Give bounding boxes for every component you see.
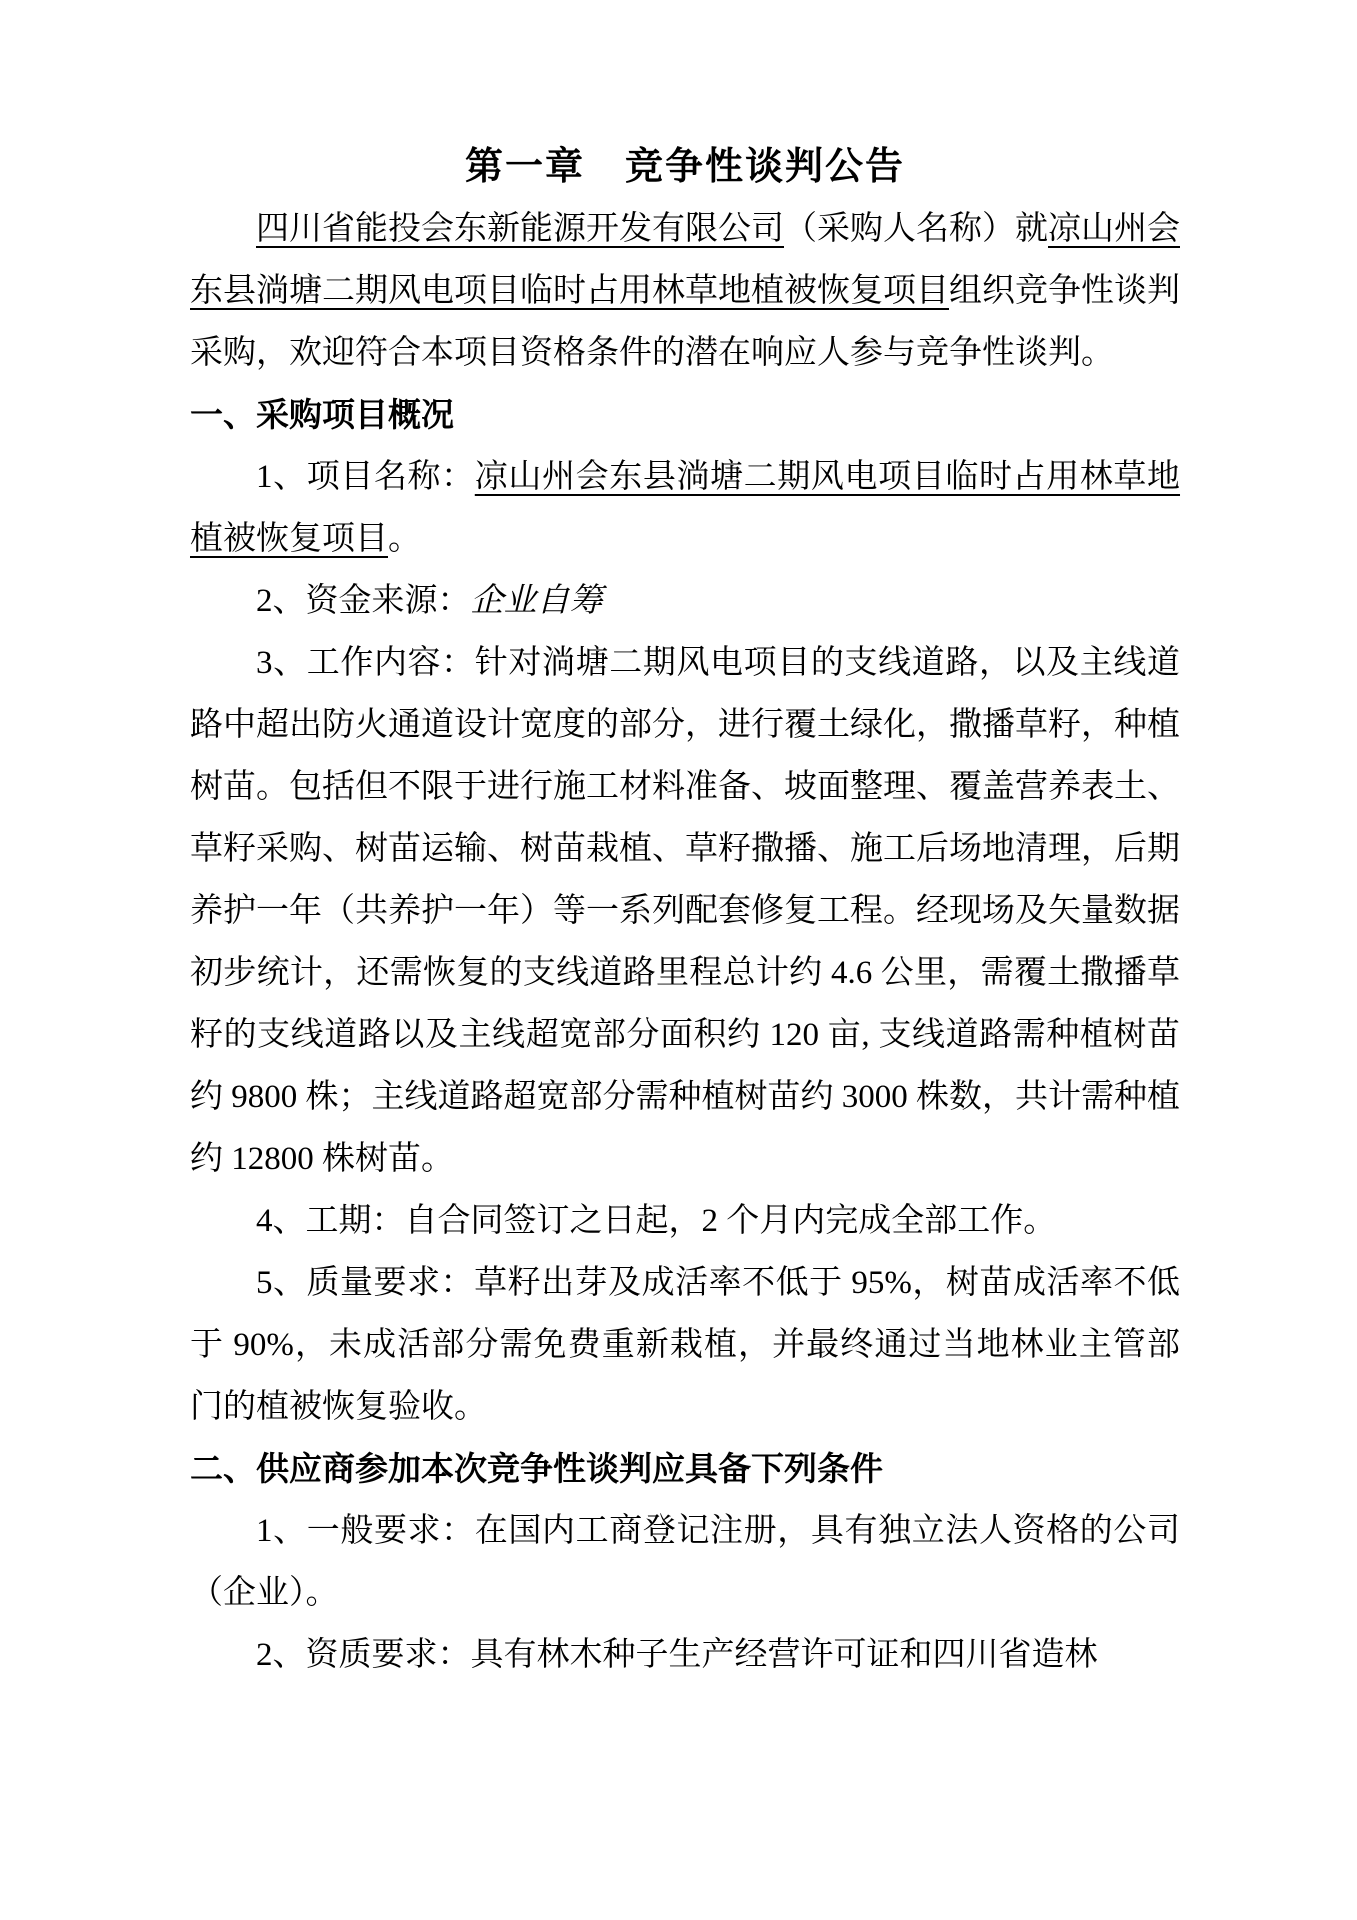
paragraph [190,632,1180,1190]
text-segment: 4、工期：自合同签订之日起，2 个月内完成全部工作。 [256,1203,1057,1239]
paragraph [190,1624,1180,1686]
underlined-text-segment: 四川省能投会东新能源开发有限公司 [256,211,784,247]
text-segment: 一、采购项目概况 [190,396,454,433]
paragraph [190,198,1180,384]
text-segment: （采购人名称）就 [784,211,1048,247]
paragraph [190,446,1180,570]
kai-text-segment: 企业自筹 [470,583,603,619]
paragraph [190,570,1180,632]
text-segment: 二、供应商参加本次竞争性谈判应具备下列条件 [190,1450,883,1487]
text-segment: 。 [388,521,421,557]
section-heading [190,384,1180,446]
text-segment: 2、资金来源： [256,583,471,619]
text-segment: 1、一般要求：在国内工商登记注册，具有独立法人资格的公司（企业）。 [190,1513,1180,1611]
text-segment: 5、质量要求：草籽出芽及成活率不低于 95%，树苗成活率不低于 90%，未成活部分需免费重新栽植，并最终通过当地林业主管部门的植被恢复验收。 [190,1265,1180,1425]
text-segment: 1、项目名称： [256,459,475,495]
text-segment: 3、工作内容：针对淌塘二期风电项目的支线道路，以及主线道路中超出防火通道设计宽度的部分，进行覆土绿化，撒播草籽，种植树苗。包括但不限于进行施工材料准备、坡面整理、覆盖营养表土、草籽采购、树苗运输、树苗栽植、草籽撒播、施工后场地清理，后期养护一年（共养护一年）等一系列配套修复工程。经现场及矢量数据初步统计，还需恢复的支线道路里程总计约 4.6 公里，需覆土撒播草籽的支线道路以及主线超宽部分面积约 120 亩, 支线道路需种植树苗约 9800 株；主线道路超宽部分需种植树苗约 3000 株数，共计需种植约 12800 株树苗。 [190,645,1181,1177]
document-title: 第一章 竞争性谈判公告 [464,146,905,188]
text-segment: 组织竞争性谈判采购，欢迎符合本项目资格条件的潜在响应人参与竞争性谈判。 [190,273,1180,371]
paragraph [190,1500,1180,1624]
document-body [190,198,1180,1686]
text-segment: 2、资质要求：具有林木种子生产经营许可证和四川省造林 [256,1637,1098,1673]
section-heading [190,1438,1180,1500]
underlined-text-segment: 凉山州会东县淌塘二期风电项目临时占用林草地植被恢复项目 [190,459,1181,557]
paragraph [190,1190,1180,1252]
underlined-text-segment: 凉山州会东县淌塘二期风电项目临时占用林草地植被恢复项目 [190,211,1180,309]
paragraph [190,1252,1180,1438]
